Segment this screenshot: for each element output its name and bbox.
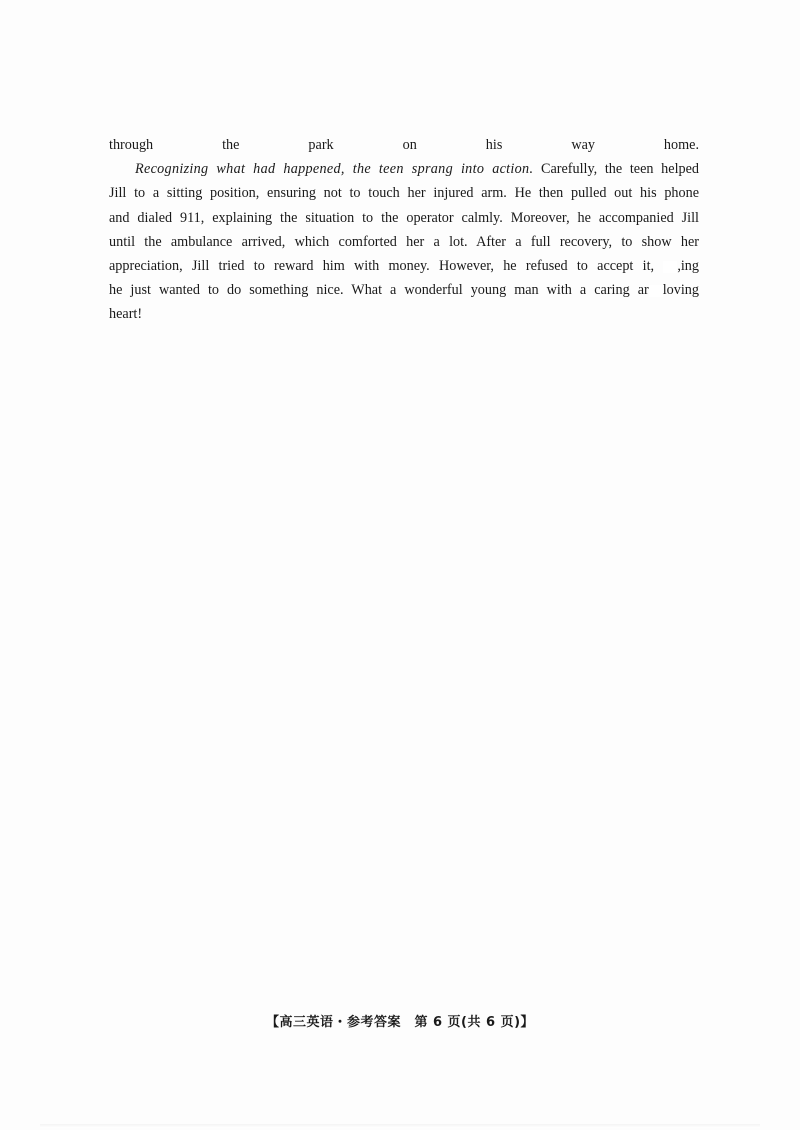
essay-line-4: and dialed 911, explaining the situation to the operator calmly. Moreover, he accompanied Jill — [109, 209, 699, 226]
scan-smudge — [663, 261, 677, 273]
essay-line-1-text: through the park on his way home. — [109, 137, 699, 153]
essay-line-5: until the ambulance arrived, which comforted her a lot. After a full recovery, to show her — [109, 233, 699, 250]
essay-line-6-text-a: appreciation, Jill tried to reward him with money. However, he refused to accept it, — [109, 257, 664, 274]
scan-edge-shadow — [40, 1124, 760, 1128]
essay-line-7-text-a: he just wanted to do something nice. What a wonderful young man with a caring ar — [109, 282, 649, 299]
answer-essay-text — [109, 133, 699, 327]
italic-given-sentence: Recognizing what had happened, the teen sprang into action. — [135, 161, 534, 178]
essay-line-2 — [109, 157, 699, 181]
essay-line-7-text-b: loving — [662, 282, 699, 299]
essay-line-6-text-b: ,ing — [677, 257, 699, 274]
essay-line-1 — [109, 133, 699, 157]
essay-line-3: Jill to a sitting position, ensuring not to touch her injured arm. He then pulled out his phone — [109, 185, 699, 202]
essay-line-8: heart! — [109, 306, 143, 323]
essay-line-6 — [109, 254, 699, 278]
essay-line-2-text: Carefully, the teen helped — [533, 161, 699, 178]
page-footer: 【高三英语・参考答案 第 6 页(共 6 页)】 — [265, 1015, 535, 1030]
essay-line-7 — [109, 278, 699, 302]
scan-smudge — [649, 285, 663, 297]
